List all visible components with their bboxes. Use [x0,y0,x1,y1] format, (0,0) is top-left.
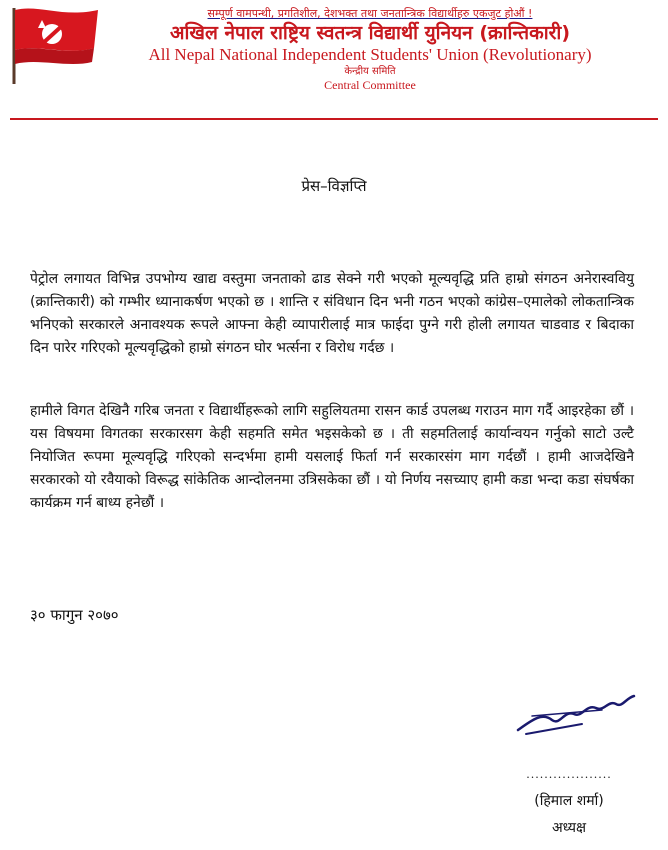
signer-role: अध्यक्ष [551,820,587,836]
org-name-english: All Nepal National Independent Students' Union (Revolutionary) [148,45,592,64]
letterhead [110,6,630,93]
org-name-nepali: अखिल नेपाल राष्ट्रिय स्वतन्त्र विद्यार्थी युनियन (क्रान्तिकारी) [169,22,571,44]
organization-flag-logo [8,4,100,86]
paragraph-1: पेट्रोल लगायत विभिन्न उपभोग्य खाद्य वस्तुमा जनताको ढाड सेक्ने गरी भएको मूल्यवृद्धि प्रति हाम्रो संगठन अनेरास्ववियु (क्रान्तिकारी) को गम्भीर ध्यानाकर्षण भएको छ । शान्ति र संविधान दिन भनी गठन भएको कांग्रेस–एमालेको लोकतान्त्रिक भनिएको सरकारले अनावश्यक रूपले आफ्ना केही व्यापारीलाई मात्र फाईदा पुग्ने गरी होली लगायत चाडवाड र बिदाका दिन पारेर गरिएको मूल्यवृद्धिको हाम्रो संगठन घोर भर्त्सना र विरोध गर्दछ । [30,271,634,356]
flag-fold [15,48,94,64]
signer-name: (हिमाल शर्मा) [534,793,604,809]
slogan: सम्पूर्ण वामपन्थी, प्रगतिशील, देशभक्त तथा जनतान्त्रिक विद्यार्थीहरु एकजुट होऔं ! [207,7,533,20]
committee-nepali: केन्द्रीय समिति [344,66,396,77]
paragraph-2: हामीले विगत देखिनै गरिब जनता र विद्यार्थीहरूको लागि सहुलियतमा रासन कार्ड उपलब्ध गराउन माग गर्दै आइरहेका छौं । यस विषयमा विगतका सरकारसग केही सहमति समेत भइसकेको छ । ती सहमतिलाई कार्यान्वयन गर्नुको साटो उल्टै नियोजित रूपमा मूल्यवृद्धि गरिएको सन्दर्भमा हामी यसलाई फिर्ता गर्न सरकारसंग माग गर्दछौं । हामी आजदेखिनै सरकारको यो रवैयाको विरूद्ध सांकेतिक आन्दोलनमा उत्रिसकेका छौं । यो निर्णय नसच्याए हामी कडा भन्दा कडा संघर्षका कार्यक्रम गर्न बाध्य हनेछौं । [30,403,634,511]
header-divider [10,118,658,120]
document-title: प्रेस–विज्ञप्ति [301,177,367,195]
document-date: ३० फागुन २०७० [30,606,119,624]
committee-english: Central Committee [324,78,416,92]
signature-scribble [512,690,642,740]
signature-dots: ................... [526,768,612,781]
